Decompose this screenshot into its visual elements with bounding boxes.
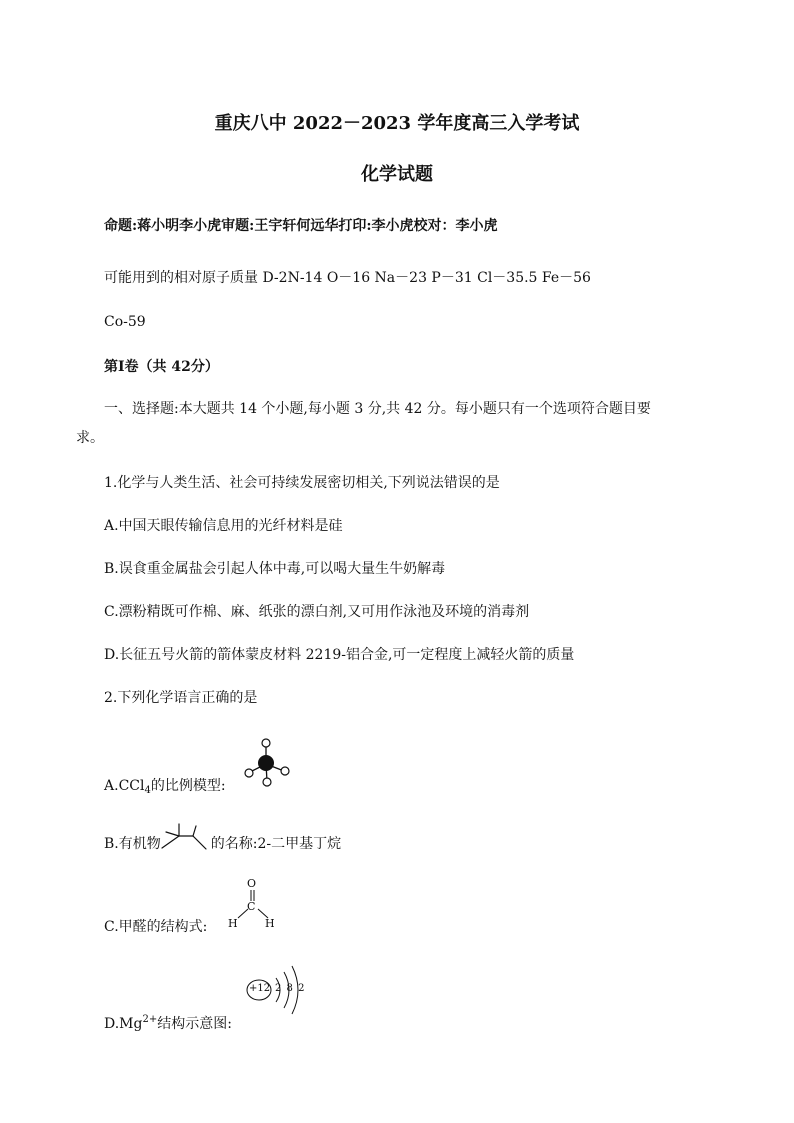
branched-alkane-skeleton xyxy=(161,822,211,854)
ccl4-space-filling-model xyxy=(240,737,296,787)
section-heading: 第Ⅰ卷（共 42分） xyxy=(104,359,219,375)
q2-option-d-superscript: 2+ xyxy=(142,1014,158,1025)
q2-option-b-suffix: 的名称:2-二甲基丁烷 xyxy=(210,836,342,852)
q1-option-d: D.长征五号火箭的箭体蒙皮材料 2219-铝合金,可一定程度上减轻火箭的质量 xyxy=(104,647,575,663)
atomic-mass-line-2: Co-59 xyxy=(104,314,146,330)
atom-hydrogen-left: H xyxy=(228,917,238,930)
credits-line: 命题:蒋小明李小虎审题:王宇轩何远华打印:李小虎校对：李小虎 xyxy=(104,218,498,234)
atom-oxygen: O xyxy=(247,877,257,890)
instructions-line-2: 求。 xyxy=(76,430,104,446)
atom-hydrogen-right: H xyxy=(265,917,275,930)
q2-option-a-suffix: 的比例模型: xyxy=(150,778,226,794)
q2-option-a-subscript: 4 xyxy=(144,785,151,796)
q2-stem: 2.下列化学语言正确的是 xyxy=(104,690,258,706)
atomic-mass-line-1: 可能用到的相对原子质量 D-2N-14 O－16 Na－23 P－31 Cl－35.5 Fe－56 xyxy=(104,270,591,286)
q2-option-d-prefix: D.Mg xyxy=(104,1016,143,1032)
atom-carbon: C xyxy=(247,900,256,913)
formaldehyde-structure xyxy=(228,877,278,933)
q2-option-d xyxy=(104,1010,232,1034)
shell-electron-counts: 2 8 2 xyxy=(275,983,306,994)
q2-option-b xyxy=(104,834,341,854)
page-title: 重庆八中 2022－2023 学年度高三入学考试 xyxy=(214,113,580,134)
instructions-line-1: 一、选择题:本大题共 14 个小题,每小题 3 分,共 42 分。每小题只有一个选项符合题目要 xyxy=(104,401,651,417)
q1-stem: 1.化学与人类生活、社会可持续发展密切相关,下列说法错误的是 xyxy=(104,475,500,491)
page-subtitle: 化学试题 xyxy=(361,164,433,185)
q2-option-d-suffix: 结构示意图: xyxy=(157,1016,232,1032)
nucleus-charge: +12 xyxy=(249,983,271,994)
q2-option-c: C.甲醛的结构式: xyxy=(104,919,208,935)
mg-ion-structure-diagram xyxy=(244,960,308,1020)
q2-option-a-prefix: A. xyxy=(104,778,119,794)
q2-option-a-formula: CCl xyxy=(118,778,145,794)
q1-option-a: A.中国天眼传输信息用的光纤材料是硅 xyxy=(104,518,343,534)
q1-option-c: C.漂粉精既可作棉、麻、纸张的漂白剂,又可用作泳池及环境的消毒剂 xyxy=(104,604,530,620)
q2-option-b-prefix: B.有机物 xyxy=(104,836,161,852)
q2-option-a xyxy=(104,776,226,801)
q1-option-b: B.误食重金属盐会引起人体中毒,可以喝大量生牛奶解毒 xyxy=(104,561,446,577)
